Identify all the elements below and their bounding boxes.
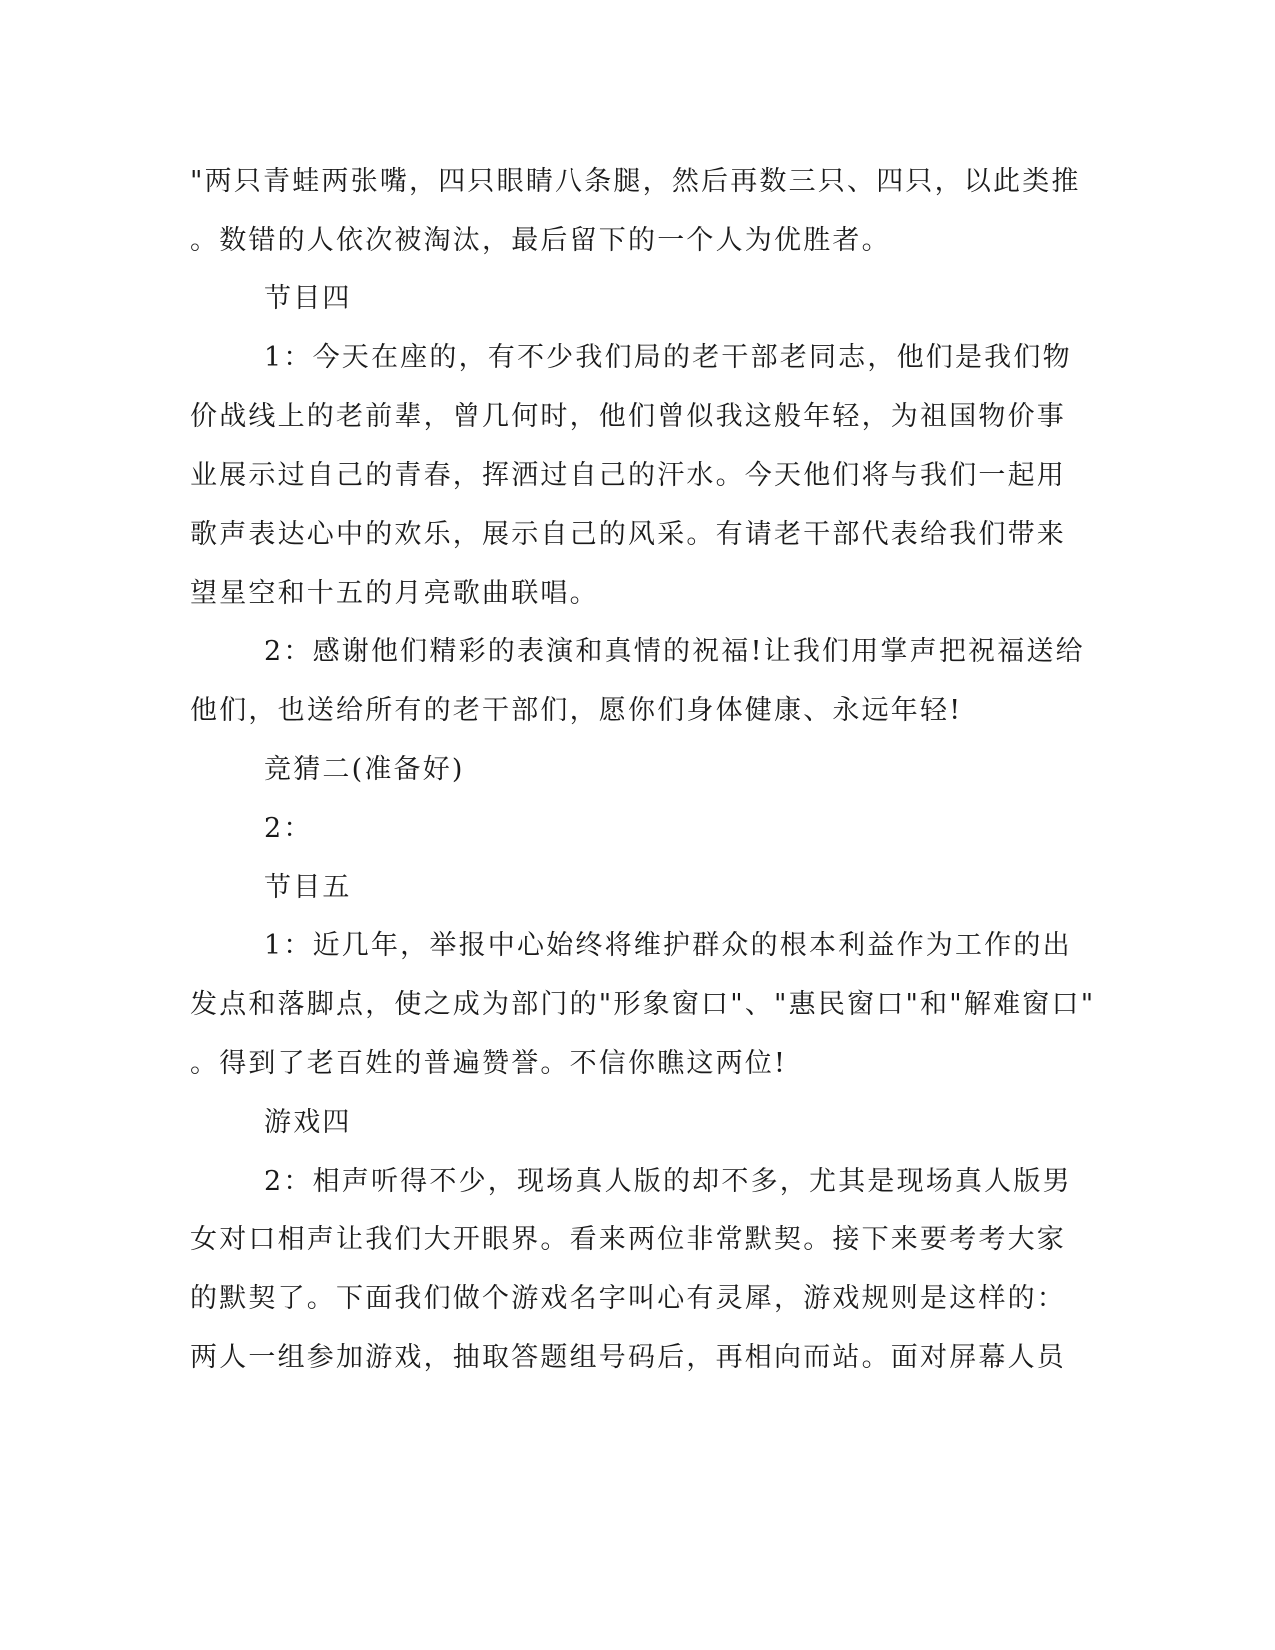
section-heading: 节目四 — [264, 283, 352, 314]
text-line: 。得到了老百姓的普遍赞誉。不信你瞧这两位! — [190, 1048, 788, 1079]
text-line: 2： — [264, 813, 313, 844]
text-line: 的默契了。下面我们做个游戏名字叫心有灵犀，游戏规则是这样的： — [190, 1283, 1066, 1314]
text-line: 2：感谢他们精彩的表演和真情的祝福!让我们用掌声把祝福送给 — [264, 636, 1085, 667]
text-line: 歌声表达心中的欢乐，展示自己的风采。有请老干部代表给我们带来 — [190, 519, 1066, 550]
text-line: "两只青蛙两张嘴，四只眼睛八条腿，然后再数三只、四只，以此类推 — [190, 166, 1081, 197]
text-line: 女对口相声让我们大开眼界。看来两位非常默契。接下来要考考大家 — [190, 1224, 1066, 1255]
text-line: 。数错的人依次被淘汰，最后留下的一个人为优胜者。 — [190, 225, 891, 256]
text-line: 2：相声听得不少，现场真人版的却不多，尤其是现场真人版男 — [264, 1166, 1072, 1197]
text-line: 业展示过自己的青春，挥洒过自己的汗水。今天他们将与我们一起用 — [190, 460, 1066, 491]
text-line: 望星空和十五的月亮歌曲联唱。 — [190, 578, 599, 609]
text-line: 1：近几年，举报中心始终将维护群众的根本利益作为工作的出 — [264, 930, 1072, 961]
section-heading: 游戏四 — [264, 1107, 352, 1138]
text-line: 他们，也送给所有的老干部们，愿你们身体健康、永远年轻! — [190, 695, 963, 726]
section-heading: 节目五 — [264, 872, 352, 903]
text-line: 1：今天在座的，有不少我们局的老干部老同志，他们是我们物 — [264, 342, 1072, 373]
text-line: 价战线上的老前辈，曾几何时，他们曾似我这般年轻，为祖国物价事 — [190, 401, 1066, 432]
text-line: 两人一组参加游戏，抽取答题组号码后，再相向而站。面对屏幕人员 — [190, 1342, 1066, 1373]
section-heading: 竞猜二(准备好) — [264, 754, 465, 785]
text-line: 发点和落脚点，使之成为部门的"形象窗口"、"惠民窗口"和"解难窗口" — [190, 989, 1096, 1020]
